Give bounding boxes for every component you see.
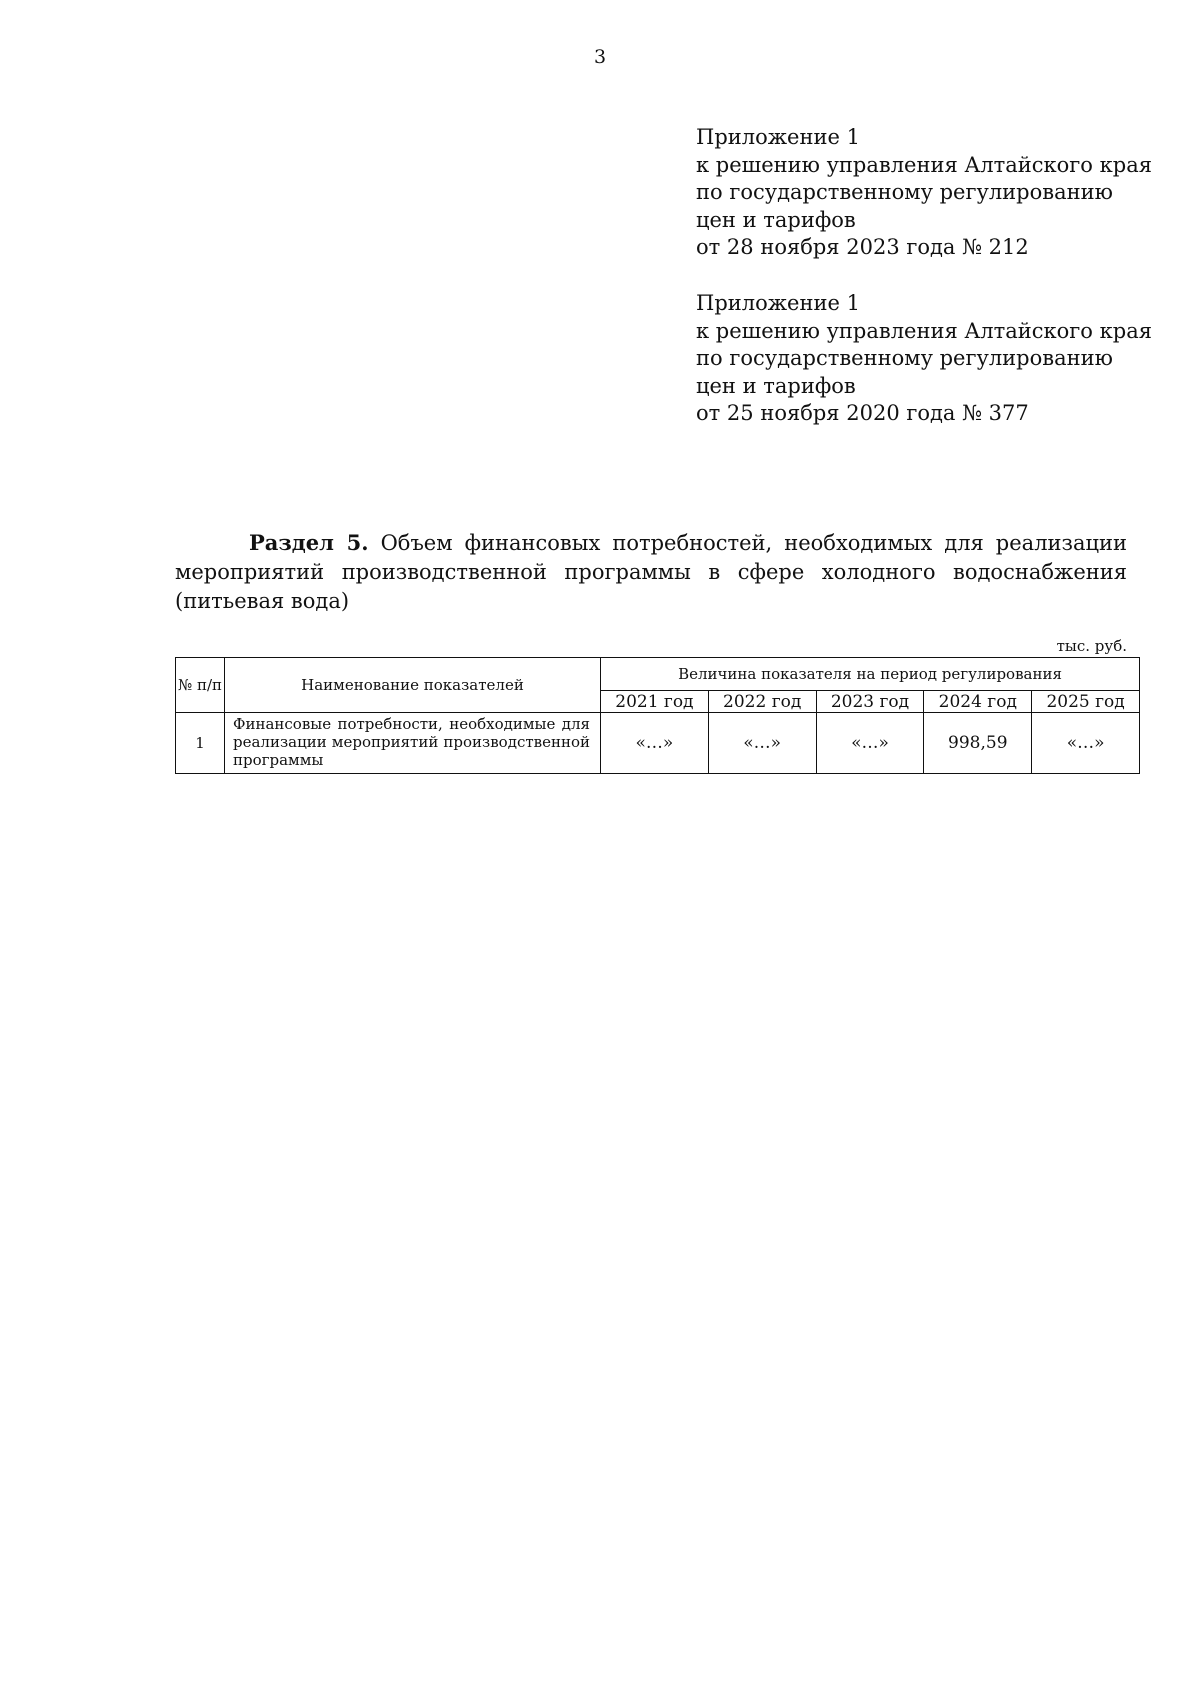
units-label: тыс. руб. — [1056, 637, 1127, 655]
annex-line: от 25 ноября 2020 года № 377 — [696, 401, 1029, 425]
annex-current-reference — [696, 124, 1166, 262]
row-value: «…» — [601, 713, 709, 774]
header-year: 2021 год — [601, 691, 709, 713]
header-year: 2023 год — [816, 691, 924, 713]
annex-line: по государственному регулированию — [696, 180, 1113, 204]
row-value: 998,59 — [924, 713, 1032, 774]
header-number: № п/п — [176, 658, 225, 713]
table-row — [176, 713, 1140, 774]
annex-line: Приложение 1 — [696, 291, 860, 315]
annex-line: от 28 ноября 2023 года № 212 — [696, 235, 1029, 259]
row-value: «…» — [708, 713, 816, 774]
annex-line: к решению управления Алтайского края — [696, 152, 1152, 177]
annex-original-reference — [696, 290, 1166, 428]
header-year: 2022 год — [708, 691, 816, 713]
section-title: Объем финансовых потребностей, необходимых для реализации мероприятий производственной программы в сфере холодного водоснабжения (питьевая вода) — [175, 531, 1127, 613]
header-year: 2024 год — [924, 691, 1032, 713]
row-indicator-name: Финансовые потребности, необходимые для реализации мероприятий производственной программы — [225, 713, 601, 774]
table-header-row — [176, 658, 1140, 691]
row-value: «…» — [816, 713, 924, 774]
header-period: Величина показателя на период регулирования — [601, 658, 1140, 691]
section-label: Раздел 5. — [249, 530, 369, 555]
section-heading — [175, 528, 1127, 616]
page-number: 3 — [593, 46, 607, 68]
header-indicator-name: Наименование показателей — [225, 658, 601, 713]
financial-needs-table — [175, 657, 1140, 774]
annex-line: по государственному регулированию — [696, 346, 1113, 370]
row-number: 1 — [176, 713, 225, 774]
header-year: 2025 год — [1032, 691, 1140, 713]
annex-line: цен и тарифов — [696, 207, 856, 232]
annex-line: цен и тарифов — [696, 373, 856, 398]
annex-line: Приложение 1 — [696, 125, 860, 149]
annex-line: к решению управления Алтайского края — [696, 318, 1152, 343]
row-value: «…» — [1032, 713, 1140, 774]
